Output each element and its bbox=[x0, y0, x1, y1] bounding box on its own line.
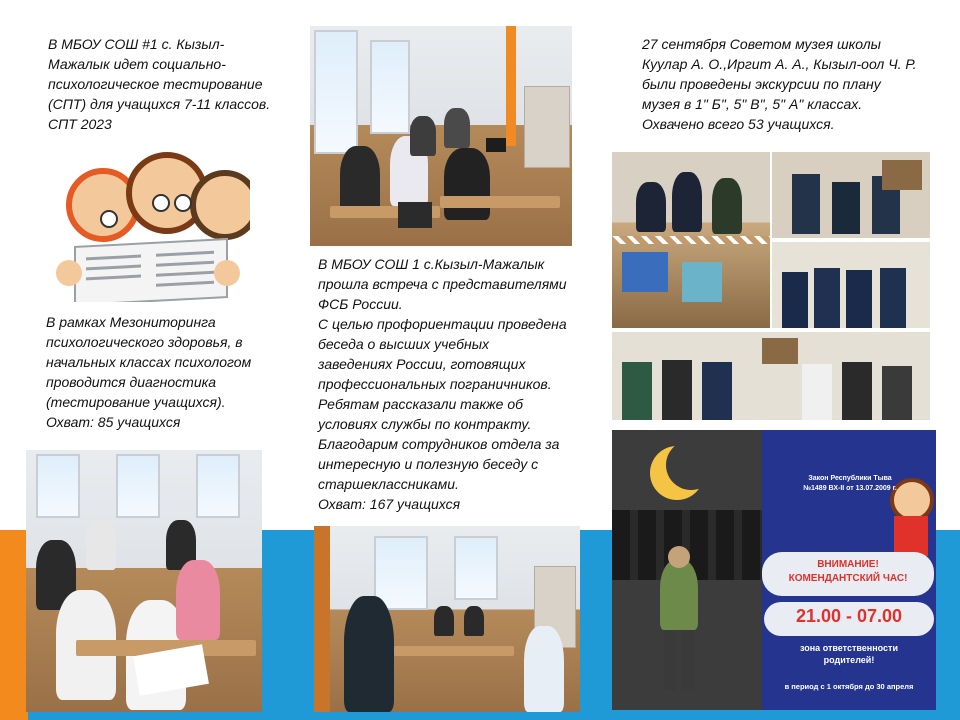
poster-law-line2: №1489 ВХ-II от 13.07.2009 г. bbox=[803, 485, 897, 492]
poster-responsibility-line2: родителей! bbox=[823, 655, 875, 665]
photo-classroom-testing bbox=[310, 26, 572, 246]
photo-fsb-meeting bbox=[314, 526, 580, 712]
photo-primary-classroom bbox=[26, 450, 262, 712]
poster-curfew-title: КОМЕНДАНТСКИЙ ЧАС! bbox=[788, 573, 908, 584]
poster-law-line1: Закон Республики Тыва bbox=[808, 475, 892, 482]
background-orange-band bbox=[0, 530, 28, 720]
photo-collage-museum bbox=[612, 152, 930, 420]
poster-period: в период с 1 октября до 30 апреля bbox=[784, 682, 914, 691]
cartoon-kids-newspaper-image bbox=[44, 150, 250, 302]
walking-teen-figure bbox=[660, 560, 698, 630]
text-museum-excursion: 27 сентября Советом музея школы Куулар А. О.,Иргит А. А., Кызыл-оол Ч. Р. были проведены экскурсии по плану музея в 1" Б", 5" В", 5" А" классах. Охвачено всего 53 учащихся. bbox=[642, 36, 917, 132]
poster-responsibility-line1: зона ответственности bbox=[800, 643, 898, 653]
poster-hours: 21.00 - 07.00 bbox=[795, 606, 903, 626]
text-spt-testing: В МБОУ СОШ #1 с. Кызыл- Мажалык идет социально- психологическое тестирование (СПТ) для учащихся 7-11 классов. СПТ 2023 bbox=[48, 36, 271, 132]
poster-curfew bbox=[612, 430, 936, 710]
text-fsb-meeting: В МБОУ СОШ 1 с.Кызыл-Мажалык прошла встреча с представителями ФСБ России. С целью профориентации проведена беседа о высших учебных заведениях России, готовящих профессиональных пограничников. Ребятам рассказали также об условиях службы по контракту. Благодарим сотрудников отдела за интересную и полезную беседу с старшеклассниками. Охват: 167 учащихся bbox=[318, 256, 567, 512]
text-mezomonitoring: В рамках Мезониторинга психологического здоровья, в начальных классах психологом проводится диагностика (тестирование учащихся). Охват: 85 учащихся bbox=[46, 314, 252, 430]
poster-attention: ВНИМАНИЕ! bbox=[817, 559, 879, 570]
